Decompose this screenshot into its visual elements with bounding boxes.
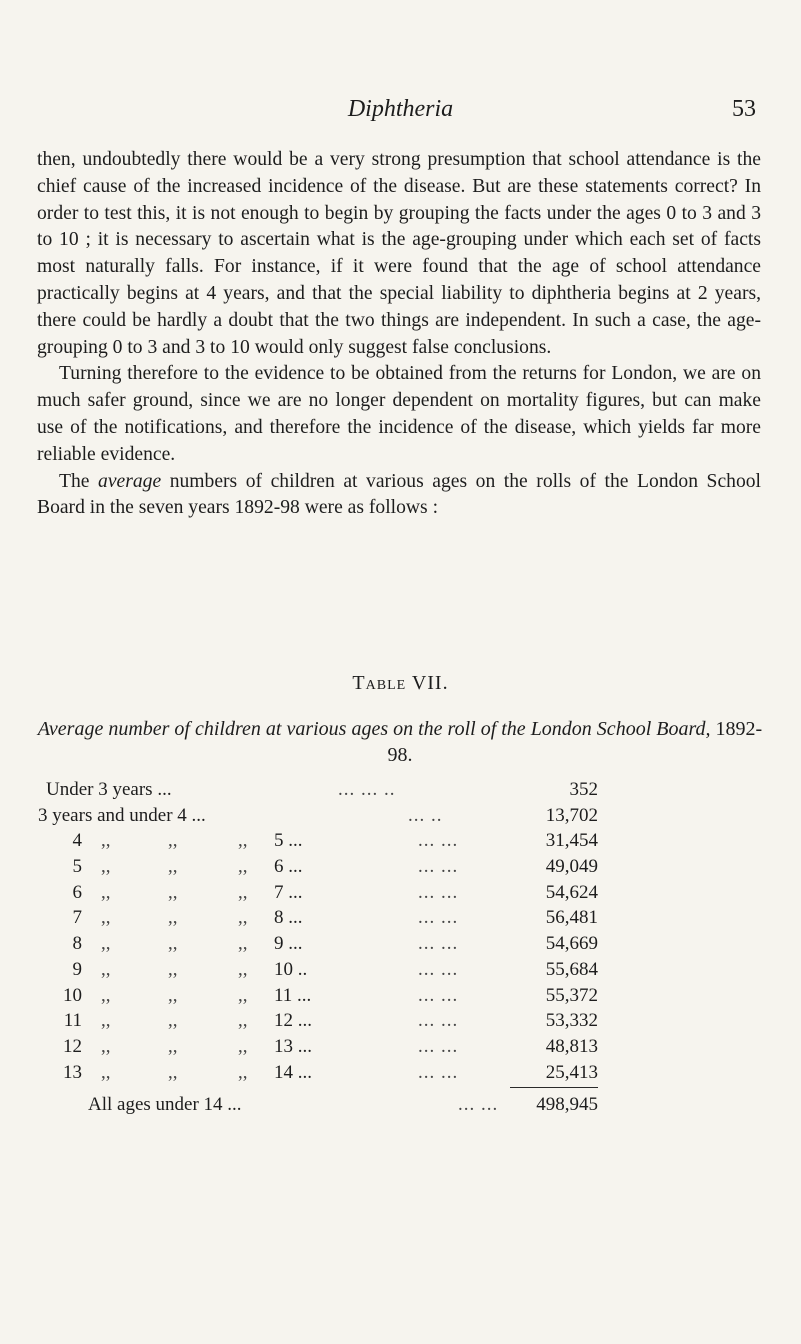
table-subtitle-years: 1892-98. (387, 718, 763, 766)
row-age-to: 11 ... (274, 984, 312, 1006)
row-leader-dots: ... ... (418, 907, 459, 929)
row-ditto-mark: ,, (101, 881, 111, 903)
row-value: 48,813 (545, 1035, 598, 1057)
running-title: Diphtheria (347, 96, 454, 122)
body-text (37, 147, 761, 522)
page-header (0, 96, 801, 136)
table-row (38, 882, 598, 908)
row-age-from: 6 (72, 881, 82, 903)
row-value: 53,332 (545, 1010, 598, 1032)
row-age-from: 9 (72, 958, 82, 980)
paragraph-3-rest: numbers of children at various ages on the rolls of the London School Board in the seven years 1892-98 were as follows : (37, 470, 761, 519)
row-leader-dots: ... ... (418, 1010, 459, 1032)
row-label: 3 years and under 4 ... (38, 804, 206, 826)
row-age-to: 7 ... (274, 881, 303, 903)
row-ditto-mark: ,, (168, 984, 178, 1006)
row-ditto-mark: ,, (168, 1035, 178, 1057)
table-row (38, 985, 598, 1011)
row-ditto-mark: ,, (238, 856, 248, 878)
row-age-from: 10 (63, 984, 82, 1006)
row-ditto-mark: ,, (101, 856, 111, 878)
row-leader-dots: ... .. (408, 804, 443, 826)
row-ditto-mark: ,, (101, 1010, 111, 1032)
row-ditto-mark: ,, (238, 984, 248, 1006)
table-row (38, 1062, 598, 1088)
row-age-to: 12 ... (274, 1010, 312, 1032)
table-subtitle-text: Average number of children at various ages on the roll of the London School Board, (37, 718, 711, 740)
table-row (38, 907, 598, 933)
row-ditto-mark: ,, (238, 933, 248, 955)
total-row (38, 1094, 598, 1120)
row-age-from: 8 (72, 933, 82, 955)
row-age-from: 4 (72, 830, 82, 852)
row-age-to: 10 .. (274, 958, 308, 980)
row-ditto-mark: ,, (168, 1010, 178, 1032)
row-ditto-mark: ,, (101, 984, 111, 1006)
page-number: 53 (732, 96, 756, 122)
row-leader-dots: ... ... (418, 958, 459, 980)
row-ditto-mark: ,, (168, 958, 178, 980)
row-ditto-mark: ,, (101, 1061, 111, 1083)
row-leader-dots: ... ... .. (338, 779, 396, 800)
row-leader-dots: ... ... (418, 933, 459, 955)
row-ditto-mark: ,, (101, 933, 111, 955)
row-ditto-mark: ,, (238, 907, 248, 929)
row-ditto-mark: ,, (168, 933, 178, 955)
table-caption (0, 672, 801, 695)
paragraph-3-lead: The (59, 470, 99, 492)
total-label: All ages under 14 ... (88, 1094, 242, 1115)
row-age-to: 8 ... (274, 907, 303, 929)
row-leader-dots: ... ... (418, 1035, 459, 1057)
row-age-from: 11 (63, 1010, 82, 1032)
row-ditto-mark: ,, (168, 907, 178, 929)
row-leader-dots: ... ... (418, 881, 459, 903)
row-value: 13,702 (545, 804, 598, 826)
row-value: 54,669 (545, 933, 598, 955)
table-row (38, 805, 598, 831)
table-row (38, 779, 598, 805)
row-ditto-mark: ,, (238, 1035, 248, 1057)
paragraph-3 (37, 469, 761, 523)
row-ditto-mark: ,, (101, 958, 111, 980)
row-ditto-mark: ,, (101, 907, 111, 929)
row-ditto-mark: ,, (238, 830, 248, 852)
paragraph-1: then, undoubtedly there would be a very strong presumption that school attendance is the chief cause of the increased incidence of the disease. But are these statements correct? In order to test this, it is not enough to begin by grouping the facts under the ages 0 to 3 and 3 to 10 ; it is necessary to ascertain what is the age-grouping under which each set of facts most naturally falls. For instance, if it were found that the age of school attendance practically begins at 4 years, and that the special liability to diphtheria begins at 2 years, there could be hardly a doubt that the two things are independent. In such a case, the age-grouping 0 to 3 and 3 to 10 would only suggest false conclusions. (37, 149, 761, 358)
row-age-to: 6 ... (274, 856, 303, 878)
row-age-from: 7 (72, 907, 82, 929)
row-ditto-mark: ,, (168, 881, 178, 903)
table-row (38, 856, 598, 882)
row-ditto-mark: ,, (168, 1061, 178, 1083)
row-value: 49,049 (545, 856, 598, 878)
total-value: 498,945 (536, 1094, 598, 1115)
row-age-to: 14 ... (274, 1061, 312, 1083)
row-ditto-mark: ,, (238, 1061, 248, 1083)
table-row (38, 959, 598, 985)
row-value: 56,481 (545, 907, 598, 929)
row-leader-dots: ... ... (418, 984, 459, 1006)
table-row (38, 1010, 598, 1036)
total-leader-dots: ... ... (458, 1094, 499, 1115)
row-ditto-mark: ,, (101, 830, 111, 852)
row-age-to: 5 ... (274, 830, 303, 852)
row-age-to: 9 ... (274, 933, 303, 955)
row-value: 31,454 (545, 830, 598, 852)
row-leader-dots: ... ... (418, 1061, 459, 1083)
row-age-from: 12 (63, 1035, 82, 1057)
row-leader-dots: ... ... (418, 830, 459, 852)
row-ditto-mark: ,, (238, 958, 248, 980)
row-leader-dots: ... ... (418, 856, 459, 878)
row-label: Under 3 years ... (46, 779, 172, 800)
row-ditto-mark: ,, (238, 881, 248, 903)
emphasis-average: average (98, 470, 162, 492)
age-table (38, 779, 598, 1087)
table-row (38, 1036, 598, 1062)
table-row (38, 830, 598, 856)
row-age-to: 13 ... (274, 1035, 312, 1057)
table-subtitle (35, 716, 765, 768)
row-value: 55,372 (545, 984, 598, 1006)
row-ditto-mark: ,, (168, 856, 178, 878)
row-age-from: 5 (72, 856, 82, 878)
row-value: 55,684 (545, 958, 598, 980)
total-rule (510, 1087, 598, 1088)
table-row (38, 933, 598, 959)
row-value: 25,413 (545, 1061, 598, 1083)
table-caption-text: Table VII. (352, 672, 449, 694)
row-value: 352 (569, 779, 598, 800)
row-ditto-mark: ,, (101, 1035, 111, 1057)
row-age-from: 13 (63, 1061, 82, 1083)
row-ditto-mark: ,, (238, 1010, 248, 1032)
row-ditto-mark: ,, (168, 830, 178, 852)
paragraph-2: Turning therefore to the evidence to be obtained from the returns for London, we are on much safer ground, since we are no longer dependent on mortality figures, but can make use of the notifications, and therefore the incidence of the disease, which yields far more reliable evidence. (37, 363, 761, 465)
row-value: 54,624 (545, 881, 598, 903)
